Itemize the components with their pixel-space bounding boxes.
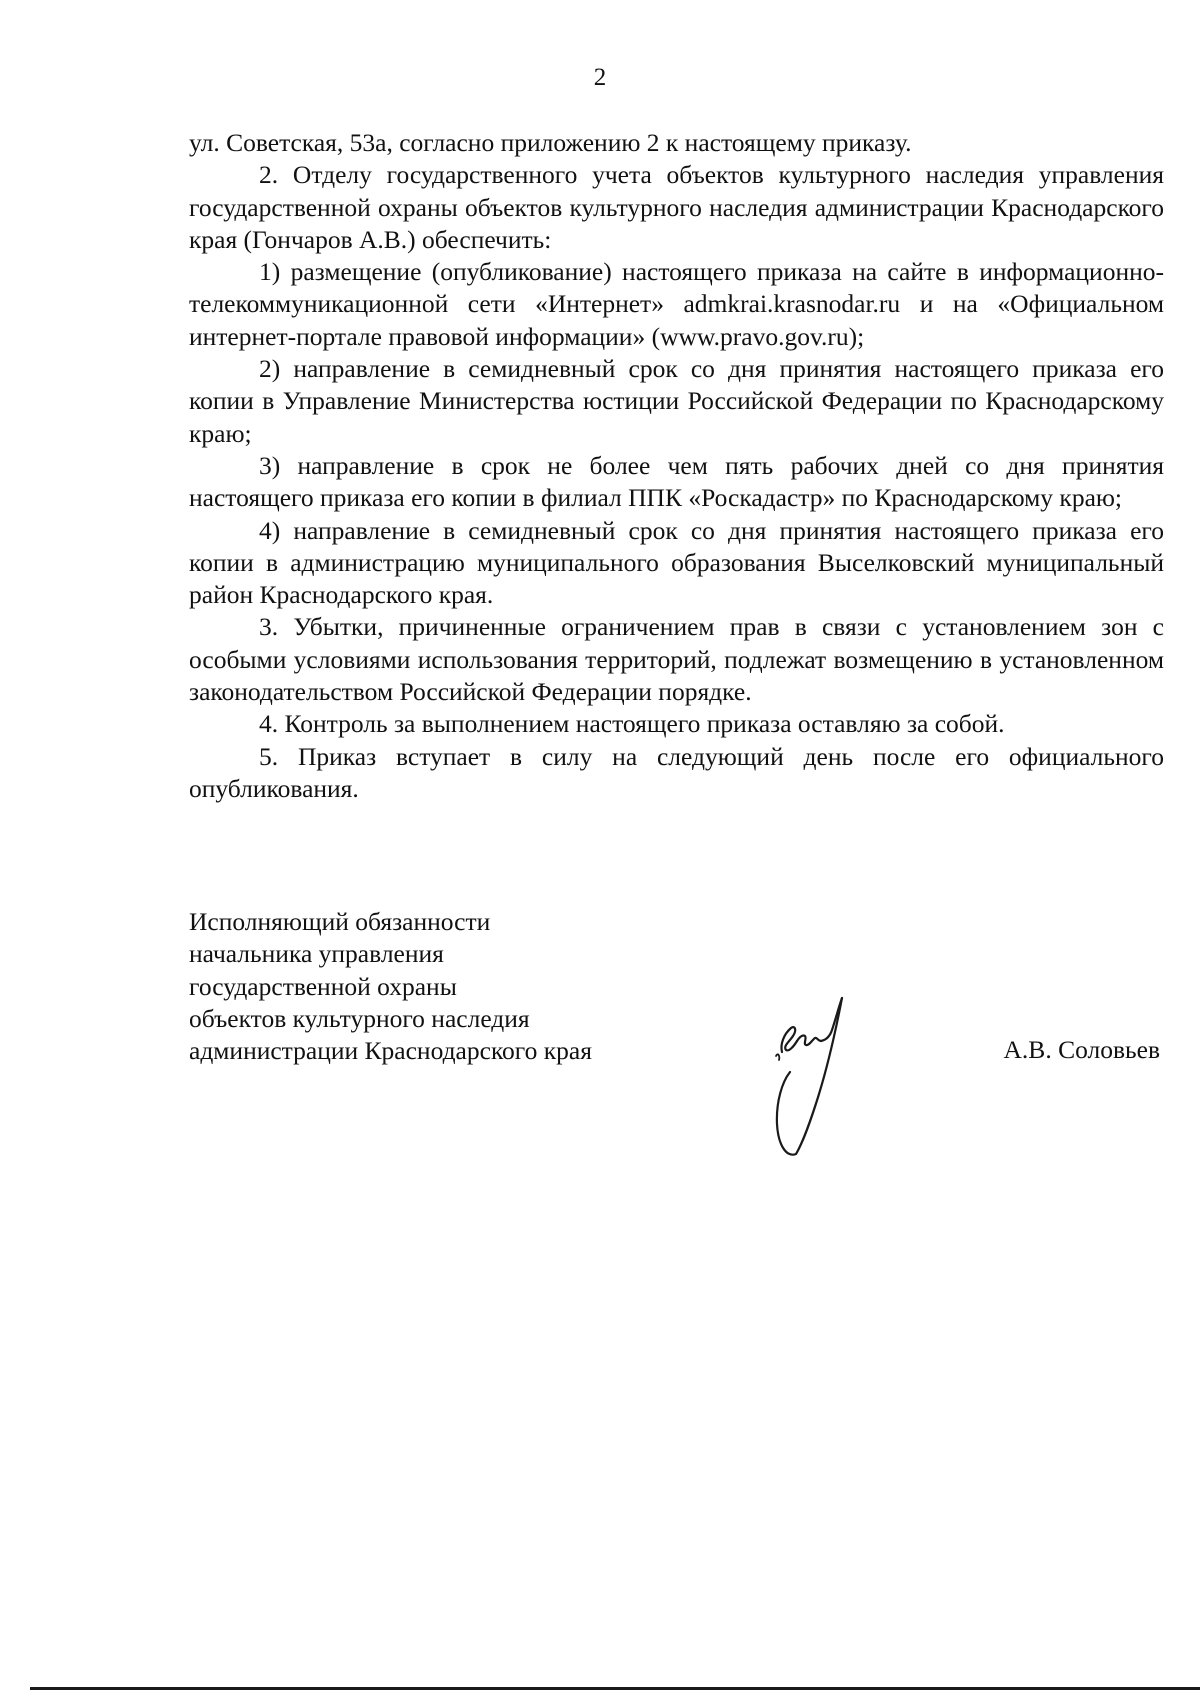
- signer-title-line: администрации Краснодарского края: [189, 1036, 592, 1066]
- paragraph-item-4: 4. Контроль за выполнением настоящего приказа оставляю за собой.: [259, 709, 1005, 739]
- signature-block: [189, 906, 1164, 1166]
- paragraph-subitem-1: 1) размещение (опубликование) настоящего приказа на сайте в информационно-телекоммуникационной сети «Интернет» admkrai.krasnodar.ru и на «Официальном интернет-портале правовой информации» (www.pravo.gov.ru);: [189, 257, 1164, 351]
- document-body: [189, 127, 1164, 805]
- paragraph-item-3: 3. Убытки, причиненные ограничением прав в связи с установлением зон с особыми условиями использования территорий, подлежат возмещению в установленном законодательством Российской Федерации порядке.: [189, 612, 1164, 707]
- footer-rule: [30, 1687, 1200, 1690]
- signer-title-line: Исполняющий обязанности: [189, 907, 491, 936]
- page-number: 2: [593, 64, 607, 91]
- signer-name: А.В. Соловьев: [1003, 1035, 1160, 1064]
- paragraph-item-2: 2. Отделу государственного учета объектов культурного наследия управления государственной охраны объектов культурного наследия администрации Краснодарского края (Гончаров А.В.) обеспечить:: [189, 160, 1164, 254]
- paragraph-subitem-4: 4) направление в семидневный срок со дня принятия настоящего приказа его копии в администрацию муниципального образования Выселковский муниципальный район Краснодарского края.: [189, 515, 1164, 610]
- signer-title-line: начальника управления: [189, 939, 444, 969]
- handwritten-signature-icon: [764, 994, 874, 1164]
- paragraph-item-5: 5. Приказ вступает в силу на следующий день после его официального опубликования.: [189, 741, 1164, 803]
- paragraph-address-continuation: ул. Советская, 53а, согласно приложению 2 к настоящему приказу.: [189, 128, 912, 157]
- paragraph-subitem-3: 3) направление в срок не более чем пять рабочих дней со дня принятия настоящего приказа его копии в филиал ППК «Роскадастр» по Краснодарскому краю;: [189, 450, 1164, 513]
- signer-title-line: государственной охраны: [189, 971, 457, 1001]
- paragraph-subitem-2: 2) направление в семидневный срок со дня принятия настоящего приказа его копии в Управление Министерства юстиции Российской Федерации по Краснодарскому краю;: [189, 354, 1164, 448]
- signer-title: [189, 906, 709, 1067]
- signer-title-line: объектов культурного наследия: [189, 1003, 530, 1033]
